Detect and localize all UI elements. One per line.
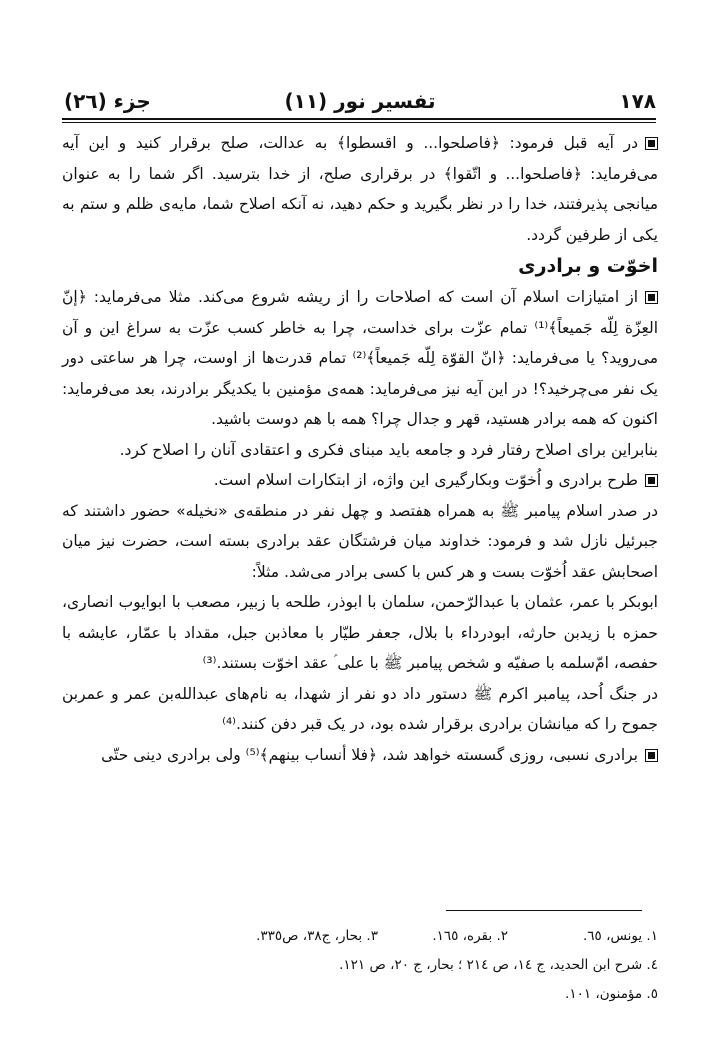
- footnote-row-3: [62, 980, 658, 1009]
- section-heading: اخوّت و برادری: [518, 255, 658, 277]
- footnote-5: ٥. مؤمنون، ١٠١.: [565, 986, 658, 1002]
- paragraph-2-text: از امتیازات اسلام آن است که اصلاحات را از ریشه شروع می‌کند. مثلا می‌فرماید: ﴿إنّ العِزّة لِلّه جَمیعاً﴾⁽¹⁾ تمام عزّت برای خداست، چرا به خاطر کسب عزّت به سراغ این و آن می‌روید؟ یا می‌فرماید: ﴿انّ القوّة لِلّه جَمیعاً﴾⁽²⁾ تمام قدرت‌ها از اوست، چرا هر ساعتی دور یک نفر می‌چرخید؟! در این آیه نیز می‌فرماید: همه‌ی مؤمنین با یکدیگر برادرند، بعد می‌فرماید: اکنون که همه برادر هستید، قهر و جدال چرا؟ همه با هم دوست باشید.: [62, 288, 658, 428]
- part-label: جزء (٢٦): [64, 89, 151, 113]
- paragraph-1-text: در آیه قبل فرمود: ﴿فاصلحوا... و اقسطوا﴾ به عدالت، صلح برقرار کنید و این آیه می‌فرماید: ﴿فاصلحوا... و اتّقوا﴾ در برقراری صلح، از خدا بترسید. اگر شما را به عنوان میانجی پذیرفتند، خدا را در نظر بگیرید و حکم دهید، نه آنکه اصلاح شما، مایه‌ی ظلم و ستم به یکی از طرفین گردد.: [62, 134, 658, 244]
- paragraph-5: در صدر اسلام پیامبر ﷺ به همراه هفتصد و چهل نفر در منطقه‌ی «نخیله» حضور داشتند که جبرئیل نازل شد و فرمود: خداوند میان فرشتگان عقد برادری بسته است، حضرت نیز میان اصحابش عقد اُخوّت بست و هر کس با کسی برادر می‌شد. مثلاً:: [62, 501, 658, 581]
- bullet-square-icon: [645, 474, 658, 487]
- page-header: [64, 88, 656, 118]
- footnote-4: ٤. شرح ابن الحدید، ج ١٤، ص ٢١٤ ؛ بحار، ج ٢٠، ص ١٢١.: [339, 957, 658, 973]
- paragraph-4: [62, 465, 658, 496]
- header-rule: [62, 118, 656, 123]
- paragraph-1: [62, 128, 658, 250]
- page-number: ١٧٨: [619, 89, 656, 113]
- footnote-rule: [446, 910, 642, 911]
- bullet-square-icon: [645, 749, 658, 762]
- bullet-square-icon: [645, 291, 658, 304]
- footnote-3: ٣. بحار، ج٣٨، ص٣٣٥.: [256, 928, 378, 944]
- paragraph-3: بنابراین برای اصلاح رفتار فرد و جامعه باید مبنای فکری و اعتقادی آنان را اصلاح کرد.: [119, 440, 658, 459]
- paragraph-4-text: طرح برادری و اُخوّت وبکارگیری این واژه، از ابتکارات اسلام است.: [213, 471, 638, 489]
- main-text: [62, 128, 658, 770]
- book-title: تفسیر نور (١١): [284, 89, 436, 113]
- paragraph-2: [62, 282, 658, 435]
- footnote-row-2: [62, 951, 658, 980]
- paragraph-8: [62, 740, 658, 771]
- paragraph-8-text: برادری نسبی، روزی گسسته خواهد شد، ﴿فلا أنساب بینهم﴾⁽⁵⁾ ولی برادری دینی حتّی: [101, 745, 638, 764]
- footnote-1: ١. یونس، ٦٥.: [582, 928, 658, 944]
- footnotes: [62, 922, 658, 1009]
- paragraph-6: ابوبکر با عمر، عثمان با عبدالرّحمن، سلمان با ابوذر، طلحه با زبیر، مصعب با ابوایوب انصاری، حمزه با زیدبن حارثه، ابودرداء با بلال، جعفر طیّار با معاذبن جبل، مقداد با عمّار، عایشه با حفصه، امّ‌سلمه با صفیّه و شخص پیامبر ﷺ با علی ؑ عقد اخوّت بستند.⁽³⁾: [62, 593, 658, 672]
- bullet-square-icon: [645, 137, 658, 150]
- paragraph-7: در جنگ اُحد، پیامبر اکرم ﷺ دستور داد دو نفر از شهدا، به نام‌های عبدالله‌بن عمر و عمربن جموح را که میانشان برادری برقرار شده بود، در یک قبر دفن کنند.⁽⁴⁾: [62, 684, 658, 733]
- footnote-2: ٢. بقره، ١٦٥.: [432, 928, 508, 944]
- footnote-row-1: [62, 922, 658, 951]
